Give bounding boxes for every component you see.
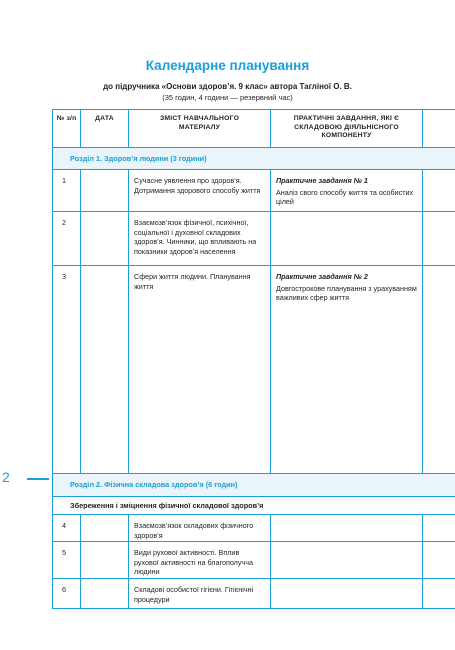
table-row [53, 170, 455, 212]
header-extra [423, 110, 455, 147]
task-text: Аналіз свого способу життя та особистих цілей [276, 187, 414, 206]
row-task [271, 579, 423, 609]
table-header-row [53, 110, 455, 148]
page-title: Календарне планування [145, 58, 310, 73]
row-date [81, 579, 129, 609]
row-date [81, 212, 129, 265]
row-content: Взаємозв’язок складових фізичного здоров’я [129, 515, 271, 541]
row-extra [423, 212, 455, 265]
table-row [53, 212, 455, 266]
task-text: Довгострокове планування з урахуванням важливих сфер життя [276, 283, 417, 302]
row-extra [423, 266, 455, 473]
row-task [271, 515, 423, 541]
row-date [81, 515, 129, 541]
subsection-label: Збереження і зміцнення фізичної складової здоров’я [70, 501, 264, 510]
page-marker-line [27, 478, 49, 480]
row-extra [423, 170, 455, 211]
table-row [53, 515, 455, 542]
row-content: Сучасне уявлення про здоров’я. Дотримання здорового способу життя [129, 170, 271, 211]
row-date [81, 170, 129, 211]
task-title: Практичне завдання № 2 [276, 272, 368, 281]
section-1-row [53, 148, 455, 170]
row-num: 2 [53, 212, 81, 265]
planning-table [52, 109, 455, 609]
section-1-label: Розділ 1. Здоров’я людини (3 години) [70, 154, 207, 163]
row-content: Види рухової активності. Вплив рухової активності на благополучча людини [129, 542, 271, 578]
row-extra [423, 542, 455, 578]
header-date: ДАТА [81, 110, 129, 147]
page-subtitle-hours: (35 годин, 4 години — резервний час) [162, 93, 293, 102]
section-2-label: Розділ 2. Фізична складова здоров’я (6 годин) [70, 480, 238, 489]
row-extra [423, 515, 455, 541]
row-content: Складові особистої гігієни. Гігієнічні процедури [129, 579, 271, 609]
table-row [53, 579, 455, 609]
row-content: Сфери життя людини. Планування життя [129, 266, 271, 473]
header-num: № з/п [53, 110, 81, 147]
row-task [271, 542, 423, 578]
row-extra [423, 579, 455, 609]
subsection-row [53, 497, 455, 515]
table-row [53, 266, 455, 474]
task-title: Практичне завдання № 1 [276, 176, 368, 185]
row-task [271, 170, 423, 211]
row-num: 5 [53, 542, 81, 578]
row-num: 4 [53, 515, 81, 541]
page-number: 2 [2, 469, 10, 485]
row-task [271, 212, 423, 265]
row-content: Взаємозв’язок фізичної, психічної, соціальної і духовної складових здоров’я. Чинники, що впливають на показники здоров’я населення [129, 212, 271, 265]
row-date [81, 266, 129, 473]
page-subtitle: до підручника «Основи здоров’я. 9 клас» автора Тагліної О. В. [103, 82, 352, 91]
row-task [271, 266, 423, 473]
table-row [53, 542, 455, 579]
row-num: 1 [53, 170, 81, 211]
row-date [81, 542, 129, 578]
header-tasks: ПРАКТИЧНІ ЗАВДАННЯ, ЯКІ Є СКЛАДОВОЮ ДІЯЛЬНІСНОГО КОМПОНЕНТУ [271, 110, 423, 147]
section-2-row [53, 474, 455, 497]
row-num: 3 [53, 266, 81, 473]
row-num: 6 [53, 579, 81, 609]
header-content: ЗМІСТ НАВЧАЛЬНОГО МАТЕРІАЛУ [129, 110, 271, 147]
